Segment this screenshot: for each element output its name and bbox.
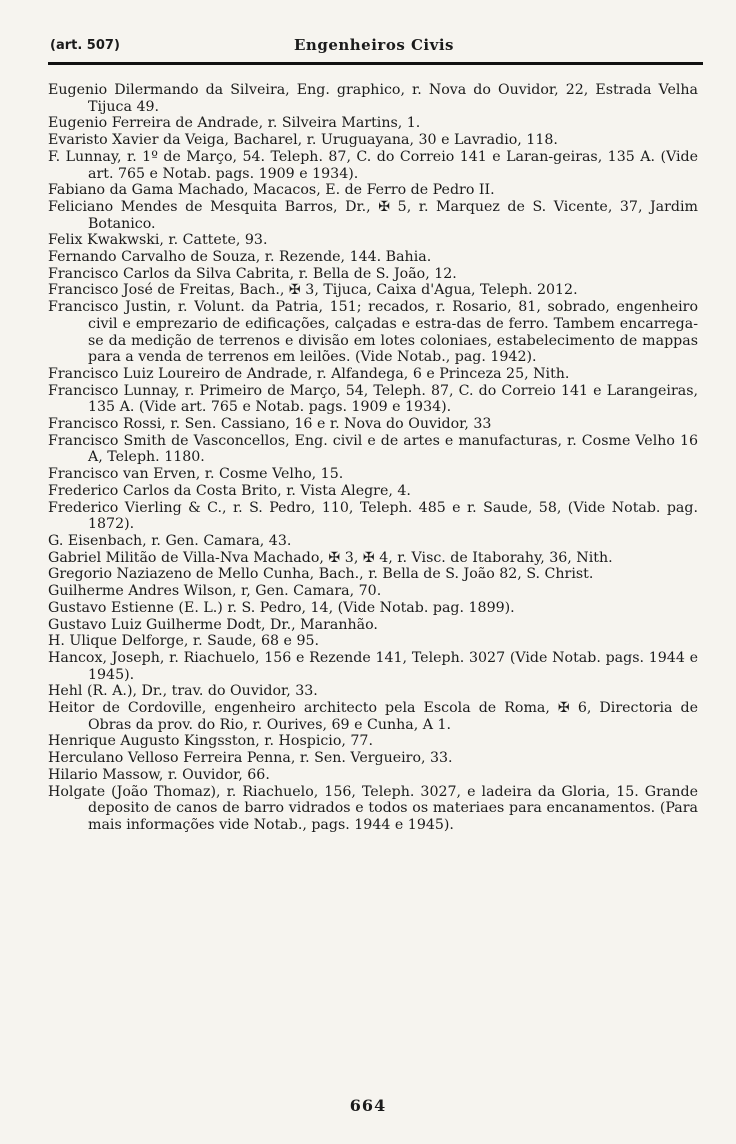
list-item: G. Eisenbach, r. Gen. Camara, 43. [48,532,292,549]
entry-list [48,82,698,834]
list-item: Feliciano Mendes de Mesquita Barros, Dr., ✠ 5, r. Marquez de S. Vicente, 37, Jardim Botanico. [48,198,698,232]
list-item: Francisco Smith de Vasconcellos, Eng. civil e de artes e manufacturas, r. Cosme Velho 16 A, Teleph. 1180. [48,432,698,466]
list-item: F. Lunnay, r. 1º de Março, 54. Teleph. 87, C. do Correio 141 e Laran-geiras, 135 A. (Vide art. 765 e Notab. pags. 1909 e 1934). [48,148,698,182]
list-item: Felix Kwakwski, r. Cattete, 93. [48,232,268,249]
list-item: Evaristo Xavier da Veiga, Bacharel, r. Uruguayana, 30 e Lavradio, 118. [48,132,558,149]
page-header [50,36,698,58]
section-title: Engenheiros Civis [294,36,454,54]
list-item: Francisco Rossi, r. Sen. Cassiano, 16 e r. Nova do Ouvidor, 33 [48,416,492,433]
list-item: Guilherme Andres Wilson, r, Gen. Camara, 70. [48,583,382,600]
list-item: Frederico Vierling & C., r. S. Pedro, 110, Teleph. 485 e r. Saude, 58, (Vide Notab. pag. 1872). [48,499,698,533]
list-item: Henrique Augusto Kingsston, r. Hospicio, 77. [48,733,373,750]
list-item: Herculano Velloso Ferreira Penna, r. Sen. Vergueiro, 33. [48,750,453,767]
list-item: Holgate (João Thomaz), r. Riachuelo, 156, Teleph. 3027, e ladeira da Gloria, 15. Grande deposito de canos de barro vidrados e todos os materiaes para encanamentos. (Para mais informações vide Notab., pags. 1944 e 1945). [48,783,698,833]
article-reference: (art. 507) [50,38,120,53]
list-item: Francisco van Erven, r. Cosme Velho, 15. [48,466,344,483]
list-item: Fabiano da Gama Machado, Macacos, E. de Ferro de Pedro II. [48,182,495,199]
list-item: Hilario Massow, r. Ouvidor, 66. [48,766,270,783]
list-item: Heitor de Cordoville, engenheiro architecto pela Escola de Roma, ✠ 6, Directoria de Obras da prov. do Rio, r. Ourives, 69 e Cunha, A 1. [48,700,698,733]
list-item: Francisco Luiz Loureiro de Andrade, r. Alfandega, 6 e Princeza 25, Nith. [48,365,570,382]
list-item: Francisco Justin, r. Volunt. da Patria, 151; recados, r. Rosario, 81, sobrado, engenheiro civil e emprezario de edificações, calçadas e estra-das de ferro. Tambem encarrega-se da medição de terrenos e divisão em lotes coloniaes, estabelecimento de mappas para a venda de terrenos em leilões. (Vide Notab., pag. 1942). [48,299,698,366]
list-item: Francisco José de Freitas, Bach., ✠ 3, Tijuca, Caixa d'Agua, Teleph. 2012. [48,282,578,299]
list-item: H. Ulique Delforge, r. Saude, 68 e 95. [48,633,320,650]
header-rule [48,62,703,65]
list-item: Gustavo Estienne (E. L.) r. S. Pedro, 14, (Vide Notab. pag. 1899). [48,599,515,616]
list-item: Frederico Carlos da Costa Brito, r. Vista Alegre, 4. [48,482,411,499]
list-item: Francisco Carlos da Silva Cabrita, r. Bella de S. João, 12. [48,265,457,282]
page-number: 664 [349,1096,387,1115]
list-item: Gabriel Militão de Villa-Nva Machado, ✠ 3, ✠ 4, r. Visc. de Itaborahy, 36, Nith. [48,549,613,566]
list-item: Fernando Carvalho de Souza, r. Rezende, 144. Bahia. [48,249,432,266]
list-item: Hancox, Joseph, r. Riachuelo, 156 e Rezende 141, Teleph. 3027 (Vide Notab. pags. 1944 e 1945). [48,649,698,683]
list-item: Gregorio Naziazeno de Mello Cunha, Bach., r. Bella de S. João 82, S. Christ. [48,566,594,583]
list-item: Gustavo Luiz Guilherme Dodt, Dr., Maranhão. [48,616,378,633]
list-item: Francisco Lunnay, r. Primeiro de Março, 54, Teleph. 87, C. do Correio 141 e Larangeiras, 135 A. (Vide art. 765 e Notab. pags. 1909 e 1934). [48,382,698,416]
list-item: Eugenio Ferreira de Andrade, r. Silveira Martins, 1. [48,115,421,132]
list-item: Eugenio Dilermando da Silveira, Eng. graphico, r. Nova do Ouvidor, 22, Estrada Velha Tijuca 49. [48,82,698,115]
list-item: Hehl (R. A.), Dr., trav. do Ouvidor, 33. [48,683,318,700]
